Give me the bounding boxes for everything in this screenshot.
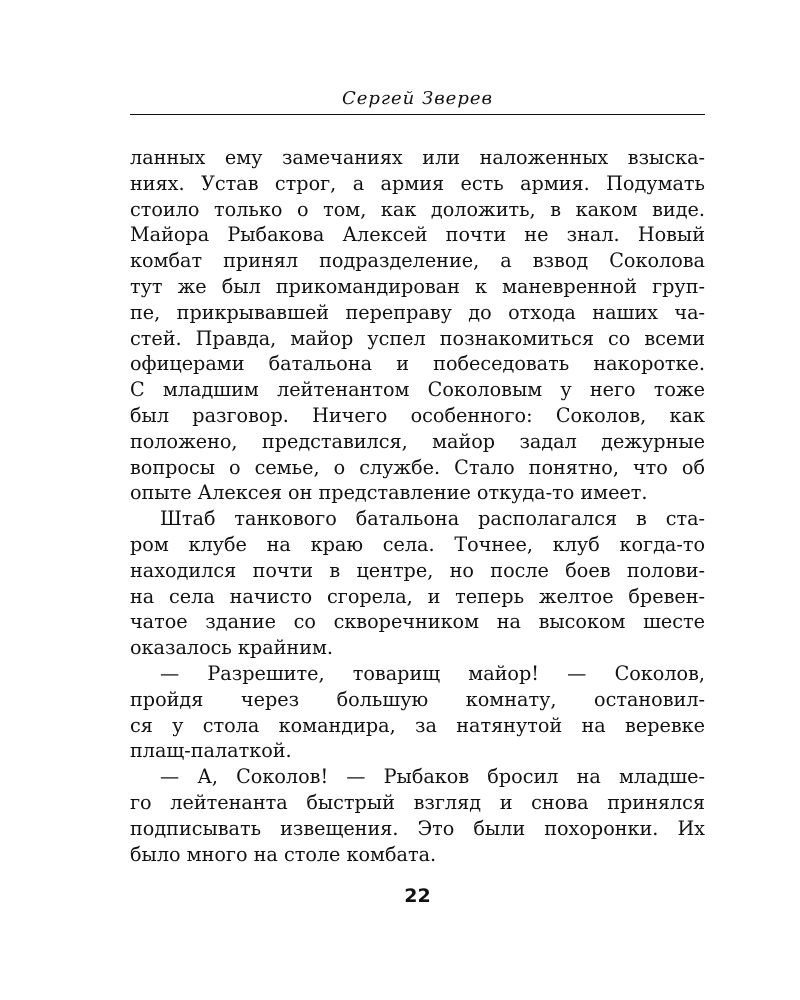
text-line: ниях. Устав строг, а армия есть армия. Подумать [130,171,705,195]
text-line: плащ-палаткой. [130,739,292,763]
text-line: стоило только о том, как доложить, в каком виде. [130,197,705,221]
text-line: ланных ему замечаниях или наложенных взыска- [130,146,705,169]
text-line: на села начисто сгорела, и теперь желтое бревен- [130,584,705,608]
page-body [130,145,705,867]
text-line: вопросы о семье, о службе. Стало понятно, что об [130,455,705,479]
text-line: положено, представился, майор задал дежурные [130,429,705,453]
text-line: го лейтенанта быстрый взгляд и снова принялся [130,790,705,814]
text-line: Майора Рыбакова Алексей почти не знал. Новый [130,223,705,247]
text-line: — Разрешите, товарищ майор! — Соколов, [160,661,705,685]
text-line: чатое здание со скворечником на высоком шесте [130,610,705,634]
text-line: Штаб танкового батальона располагался в ста- [160,507,705,531]
text-line: комбат принял подразделение, а взвод Соколова [130,249,705,273]
text-line: опыте Алексея он представление откуда-то имеет. [130,481,648,505]
text-line: пройдя через большую комнату, остановил- [130,687,705,711]
text-line: стей. Правда, майор успел познакомиться со всеми [130,326,705,350]
text-line: С младшим лейтенантом Соколовым у него тоже [130,378,705,402]
text-line: офицерами батальона и побеседовать накоротке. [130,352,705,376]
text-line: — А, Соколов! — Рыбаков бросил на младше- [160,765,705,789]
text-line: находился почти в центре, но после боев полови- [130,558,705,582]
text-line: подписывать извещения. Это были похоронки. Их [130,816,705,840]
text-line: оказалось крайним. [130,636,334,660]
text-line: тут же был прикомандирован к маневренной груп- [130,274,705,298]
text-line: ром клубе на краю села. Точнее, клуб когда-то [130,532,705,556]
text-line: пе, прикрывавшей переправу до отхода наших ча- [130,300,705,324]
header-rule [130,114,705,115]
text-line: было много на столе комбата. [130,842,437,866]
text-line: был разговор. Ничего особенного: Соколов, как [130,403,705,427]
running-header: Сергей Зверев [341,88,493,109]
text-line: ся у стола командира, за натянутой на веревке [130,713,705,737]
page-number: 22 [404,885,431,907]
